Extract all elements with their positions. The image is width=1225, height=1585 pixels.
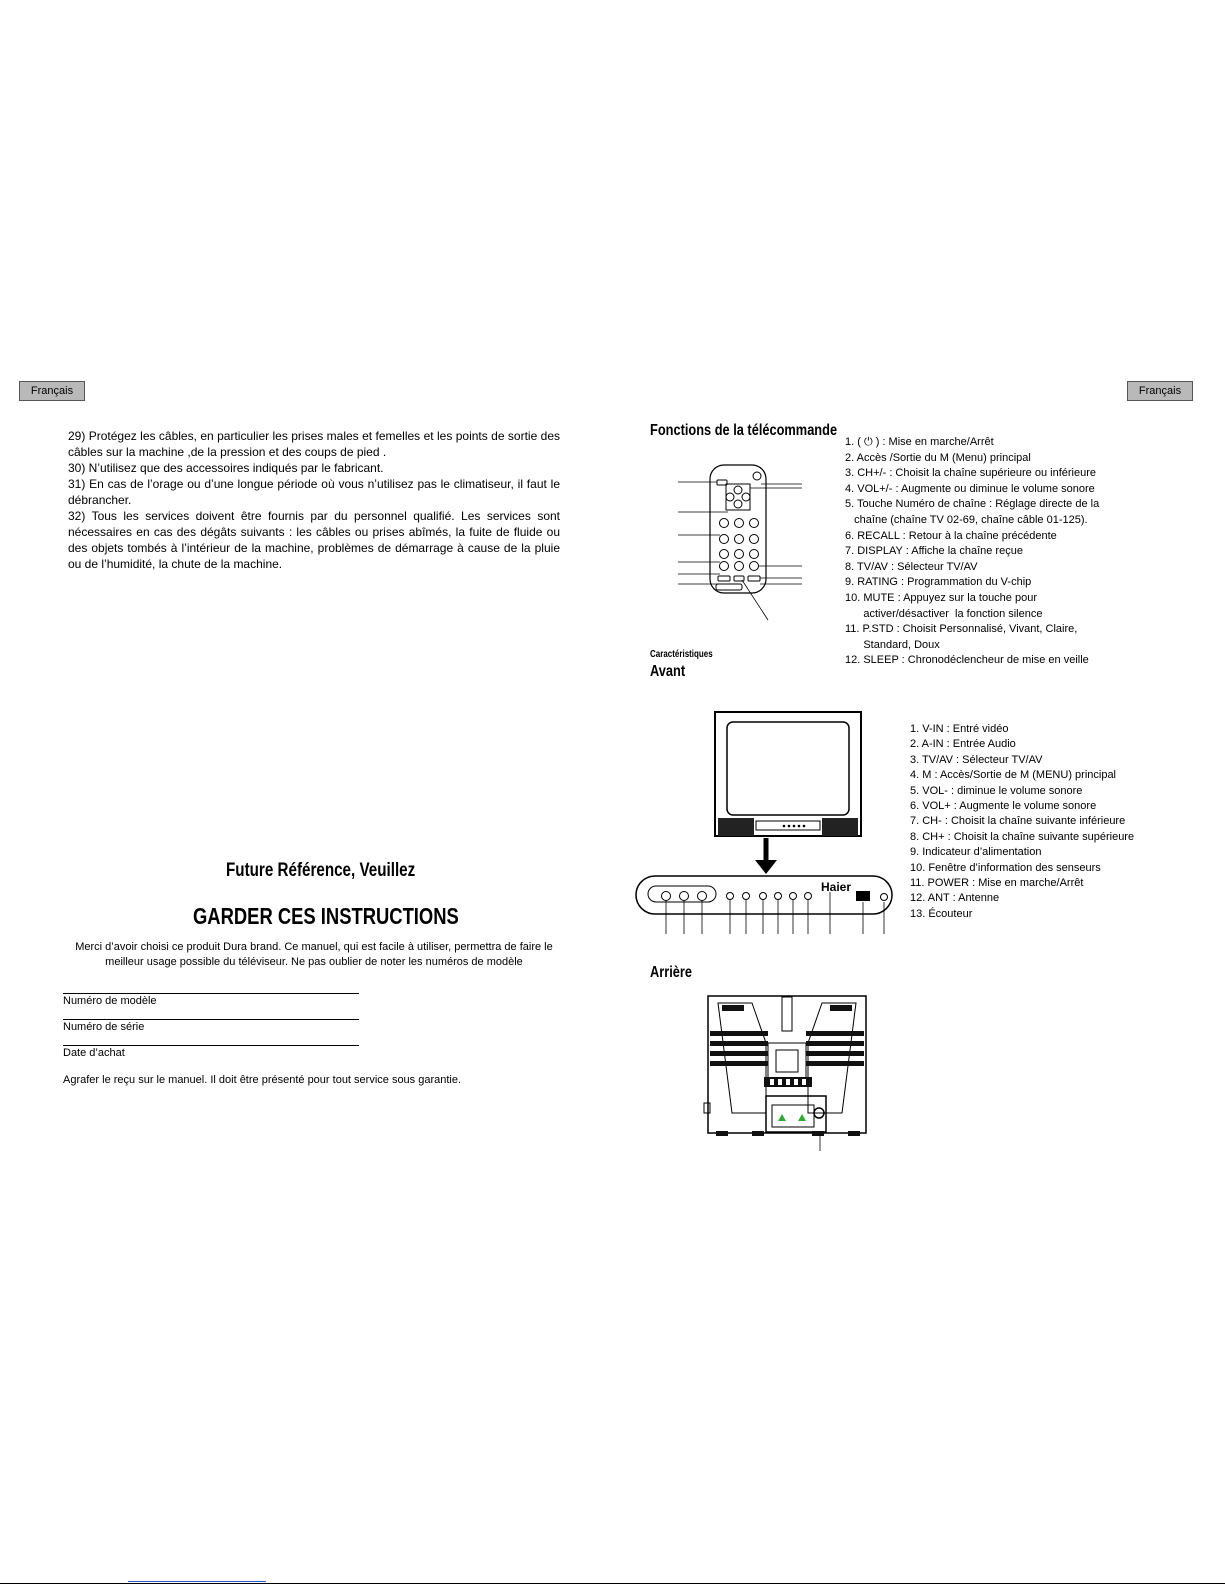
safety-instructions xyxy=(68,428,560,572)
front-item: 5. VOL- : diminue le volume sonore xyxy=(910,784,1083,797)
front-item: 8. CH+ : Choisit la chaîne suivante supérieure xyxy=(910,830,1135,843)
instruction-29: 29) Protégez les câbles, en particulier les prises males et femelles et les points de sortie des câbles sur la machine ,de la pression et des coups de pied . xyxy=(68,429,560,459)
haier-logo: Haier xyxy=(821,880,852,894)
front-item: 4. M : Accès/Sortie de M (MENU) principal xyxy=(910,769,1117,782)
front-item: 1. V-IN : Entré vidéo xyxy=(910,723,1009,735)
field-label-model: Numéro de modèle xyxy=(63,995,157,1007)
remote-functions-title: Fonctions de la télécommande xyxy=(650,422,838,439)
remote-item: 3. CH+/- : Choisit la chaîne supérieure ou inférieure xyxy=(845,467,1096,480)
remote-item: 2. Accès /Sortie du M (Menu) principal xyxy=(845,451,1031,464)
instruction-31: 31) En cas de l’orage ou d’une longue période où vous n’utilisez pas le climatiseur, il faut le débrancher. xyxy=(68,477,560,507)
remote-item: 12. SLEEP : Chronodéclencheur de mise en veille xyxy=(845,654,1089,667)
language-tab-left: Français xyxy=(19,381,85,401)
future-reference-title: Future Référence, Veuillez xyxy=(226,860,416,881)
front-title: Avant xyxy=(650,663,686,680)
footer-rule xyxy=(0,1583,1225,1584)
features-label: Caractéristiques xyxy=(650,649,713,660)
remote-item: activer/désactiver la fonction silence xyxy=(845,607,1043,620)
field-label-serial: Numéro de série xyxy=(63,1021,145,1033)
front-item: 13. Écouteur xyxy=(910,907,973,920)
remote-item: 10. MUTE : Appuyez sur la touche pour xyxy=(845,591,1037,604)
remote-item: 8. TV/AV : Sélecteur TV/AV xyxy=(845,560,978,573)
field-line-model xyxy=(63,993,359,994)
front-item: 3. TV/AV : Sélecteur TV/AV xyxy=(910,753,1043,766)
field-label-date: Date d’achat xyxy=(63,1047,125,1059)
instruction-32: 32) Tous les services doivent être fournis par du personnel qualifié. Les services sont nécessaires en cas des dégâts suivants : les câbles ou prises abîmés, la fuite de fluide ou des objets tombés à l’intérieur de la machine, problèmes de démarrage à cause de la pluie ou de l’humidité, la chute de la machine. xyxy=(68,509,560,571)
thanks-text: Merci d’avoir choisi ce produit Dura brand. Ce manuel, qui est facile à utiliser, permettra de faire le meilleur usage possible du téléviseur. Ne pas oublier de noter les numéros de modèle xyxy=(75,941,553,968)
front-item: 10. Fenêtre d’information des senseurs xyxy=(910,861,1101,874)
front-item: 7. CH- : Choisit la chaîne suivante inférieure xyxy=(910,815,1126,828)
instruction-30: 30) N’utilisez que des accessoires indiqués par le fabricant. xyxy=(68,461,384,475)
front-item: 9. Indicateur d’alimentation xyxy=(910,846,1042,859)
keep-instructions-title: GARDER CES INSTRUCTIONS xyxy=(193,903,459,929)
remote-item: 9. RATING : Programmation du V-chip xyxy=(845,576,1032,589)
remote-item: Standard, Doux xyxy=(845,638,940,651)
tv-rear-diagram xyxy=(702,993,872,1153)
remote-control-diagram xyxy=(676,462,806,622)
remote-item: 6. RECALL : Retour à la chaîne précédente xyxy=(845,529,1057,542)
front-panel-list xyxy=(910,722,1134,922)
front-item: 11. POWER : Mise en marche/Arrêt xyxy=(910,877,1084,890)
remote-item: 5. Touche Numéro de chaîne : Réglage directe de la xyxy=(845,498,1100,511)
remote-item: 4. VOL+/- : Augmente ou diminue le volume sonore xyxy=(845,482,1095,495)
front-item: 6. VOL+ : Augmente le volume sonore xyxy=(910,800,1097,813)
remote-item: 7. DISPLAY : Affiche la chaîne reçue xyxy=(845,545,1023,558)
remote-item: 11. P.STD : Choisit Personnalisé, Vivant, Claire, xyxy=(845,623,1078,636)
footer-link-underline xyxy=(128,1581,266,1582)
field-line-serial xyxy=(63,1019,359,1020)
remote-item: 1. ( ⏻ ) : Mise en marche/Arrêt xyxy=(845,436,994,448)
field-line-date xyxy=(63,1045,359,1046)
front-item: 2. A-IN : Entrée Audio xyxy=(910,738,1016,751)
staple-note: Agrafer le reçu sur le manuel. Il doit être présenté pour tout service sous garantie. xyxy=(63,1074,462,1086)
rear-title: Arrière xyxy=(650,964,692,981)
remote-functions-list xyxy=(845,435,1099,669)
front-item: 12. ANT : Antenne xyxy=(910,892,1000,905)
tv-front-diagram xyxy=(634,710,894,936)
remote-item: chaîne (chaîne TV 02-69, chaîne câble 01-125). xyxy=(845,513,1088,526)
language-tab-right: Français xyxy=(1127,381,1193,401)
